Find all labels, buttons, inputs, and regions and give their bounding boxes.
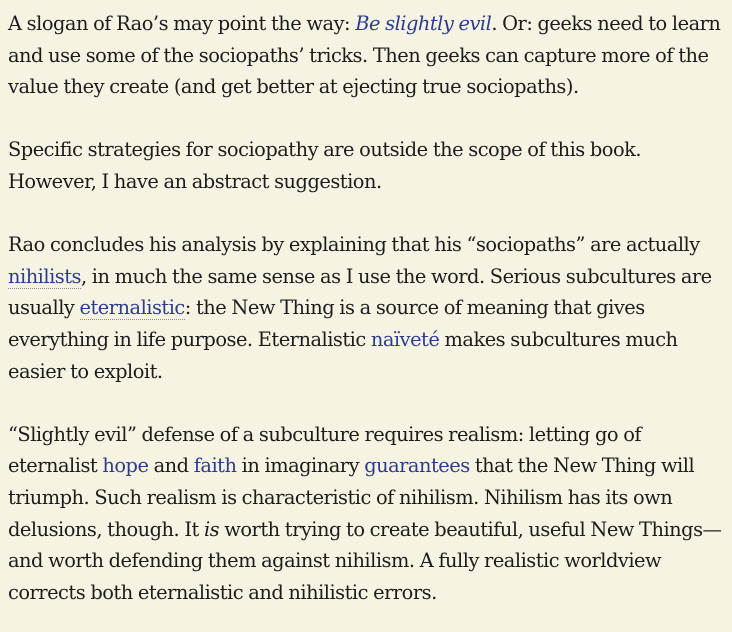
emphasis-is: is xyxy=(203,517,220,541)
text-segment: and xyxy=(148,454,194,478)
text-segment: that the New Thing will triumph. Such realism is characteristic of nihilism. Nihilism has its own delusions, though. It xyxy=(8,454,695,541)
paragraph-slightly-evil-defense xyxy=(8,419,724,609)
link-naivete[interactable]: naïveté xyxy=(370,327,440,351)
paragraph-strategies xyxy=(8,134,724,197)
text-segment: Specific strategies for sociopathy are outside the scope of this book. However, I have an abstract suggestion. xyxy=(8,138,642,193)
paragraph-rao-conclusion xyxy=(8,229,724,387)
link-be-slightly-evil[interactable]: Be slightly evil xyxy=(355,12,492,35)
text-segment: : the New Thing is a source of meaning that gives everything in life purpose. Eternalistic xyxy=(8,296,645,351)
text-segment: worth trying to create beautiful, useful New Things—and worth defending them against nihilism. A fully realistic worldview corrects both eternalistic and nihilistic errors. xyxy=(8,517,722,604)
text-segment: , in much the same sense as I use the word. Serious subcultures are usually xyxy=(8,264,712,320)
link-faith[interactable]: faith xyxy=(193,454,237,478)
paragraph-slogan xyxy=(8,8,724,103)
link-guarantees[interactable]: guarantees xyxy=(364,454,470,478)
link-nihilists[interactable]: nihilists xyxy=(8,264,81,288)
text-segment: A slogan of Rao’s may point the way: xyxy=(8,12,356,35)
link-eternalistic[interactable]: eternalistic xyxy=(79,296,185,320)
text-segment: Rao concludes his analysis by explaining that his “sociopaths” are actually xyxy=(8,233,700,257)
link-hope[interactable]: hope xyxy=(102,454,149,478)
text-segment: in imaginary xyxy=(236,454,365,478)
text-segment: “Slightly evil” defense of a subculture requires realism: letting go of eternalist xyxy=(8,422,642,478)
text-segment: . Or: geeks need to learn and use some of the sociopaths’ tricks. Then geeks can capture more of the value they create (and get better at ejecting true sociopaths). xyxy=(8,12,721,99)
text-segment: makes subcultures much easier to exploit. xyxy=(8,327,678,383)
